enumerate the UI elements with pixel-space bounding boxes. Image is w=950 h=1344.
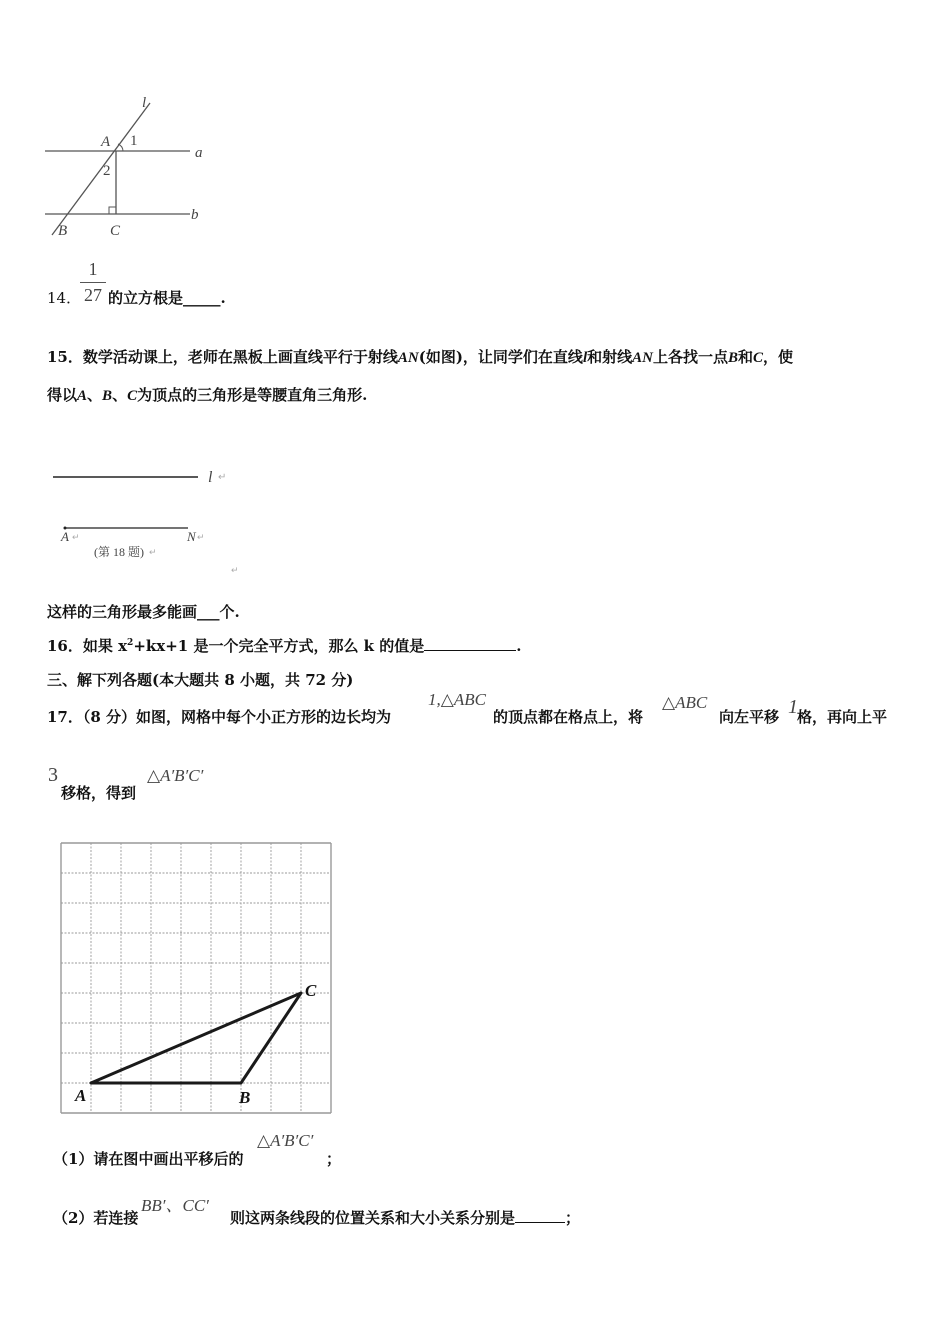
q17-math4: 3 — [48, 764, 58, 786]
label-angle-1: 1 — [130, 133, 138, 149]
q15-caption: (第 18 题) — [94, 545, 144, 559]
q17-math3: 1 — [788, 696, 798, 718]
q15-figure — [50, 460, 250, 580]
return-mark: ↵ — [218, 472, 227, 483]
return-mark: ↵ — [197, 532, 205, 542]
return-mark: ↵ — [72, 532, 80, 542]
return-mark: ↵ — [231, 565, 239, 575]
q15-line1: 15．数学活动课上，老师在黑板上画直线平行于射线AN(如图)，让同学们在直线l和射线AN上各找一点B和C，使 — [47, 348, 794, 366]
label-B: B — [58, 223, 68, 239]
label-b: b — [191, 207, 199, 223]
grid-label-C: C — [305, 981, 317, 1000]
q16-text: 16．如果 $x^2+kx+1$ 是一个完全平方式，那么 k 的值是 . — [47, 637, 522, 655]
q17-part2: 的顶点都在格点上，将 — [493, 708, 644, 726]
q15-line3: 这样的三角形最多能画___个. — [47, 603, 240, 621]
q17-sub1-text: （1）请在图中画出平移后的 — [53, 1150, 244, 1168]
q15-label-A: A — [61, 529, 69, 544]
q17-math1: 1,△ABC — [428, 690, 486, 709]
q14-frac-num: 1 — [88, 259, 98, 279]
q17-part4: 格，再向上平 — [797, 708, 888, 726]
q17-sub2-text: （2）若连接 — [53, 1209, 139, 1227]
grid-label-B: B — [239, 1088, 251, 1107]
q14-text: 的立方根是_____. — [108, 289, 226, 307]
section-3-title: 三、解下列各题(本大题共 8 小题，共 72 分) — [47, 671, 354, 689]
q17-answer-blank[interactable] — [515, 1221, 565, 1223]
parallel-lines-figure — [40, 95, 220, 245]
q15-label-N: N — [187, 529, 196, 544]
q17-sub2-rest: 则这两条线段的位置关系和大小关系分别是 ； — [230, 1209, 581, 1227]
label-a: a — [195, 145, 203, 161]
q16-answer-blank[interactable] — [424, 649, 516, 651]
label-A: A — [101, 134, 111, 150]
q17-sub1-math: △A′B′C′ — [257, 1131, 314, 1150]
q17-math5: △A′B′C′ — [147, 766, 204, 785]
label-C: C — [110, 223, 121, 239]
q15-line2: 得以A、B、C为顶点的三角形是等腰直角三角形. — [47, 386, 368, 404]
triangle-abc — [91, 993, 301, 1083]
label-angle-2: 2 — [103, 163, 111, 179]
line-l — [52, 103, 150, 235]
label-l: l — [142, 95, 147, 111]
right-angle-mark — [109, 207, 116, 214]
q17-part3: 向左平移 — [719, 708, 780, 726]
q17-sub1-end: ； — [326, 1150, 342, 1168]
q17-sub2-math: BB′、CC′ — [141, 1196, 209, 1215]
q14-number: 14． — [47, 289, 82, 307]
grid-label-A: A — [75, 1086, 87, 1105]
q15-label-l: l — [208, 469, 213, 486]
return-mark: ↵ — [149, 547, 157, 557]
q17-part1: 17．（8 分）如图，网格中每个小正方形的边长均为 — [47, 708, 392, 726]
grid-figure — [55, 835, 345, 1115]
q14-fraction — [80, 259, 106, 306]
grid-lines — [61, 843, 331, 1113]
q17-math2: △ABC — [662, 693, 708, 712]
q17-part5: 移格，得到 — [61, 784, 137, 802]
q14-frac-den: 27 — [84, 285, 102, 305]
